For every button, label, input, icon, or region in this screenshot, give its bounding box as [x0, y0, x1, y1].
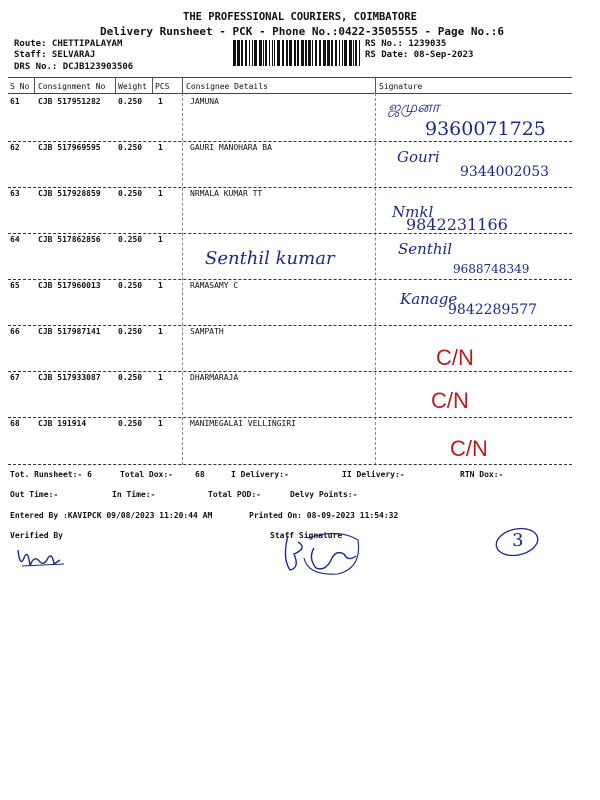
delvy-points: Delvy Points:-: [290, 490, 358, 499]
barcode-bar: [331, 40, 333, 66]
row-consignment-no: CJB 517969595: [38, 143, 101, 152]
row-phone: 9688748349: [453, 262, 530, 276]
barcode-bar: [282, 40, 284, 66]
row-sno: 62: [10, 143, 20, 152]
staff-signature-icon: [278, 528, 364, 578]
row-consignment-no: CJB 517951282: [38, 97, 101, 106]
row-weight: 0.250: [118, 281, 143, 290]
ii-delivery: II Delivery:-: [342, 470, 405, 479]
col-divider: [115, 77, 116, 93]
row-consignment-no: CJB 517960013: [38, 281, 101, 290]
row-phone: 9344002053: [460, 164, 550, 180]
col-header-consignment: Consignment No: [38, 82, 106, 91]
cn-mark: C/N: [436, 345, 474, 370]
barcode-bar: [327, 40, 330, 66]
runsheet-subtitle: Delivery Runsheet - PCK - Phone No.:0422-3505555 - Page No.:6: [100, 25, 504, 38]
row-pcs: 1: [158, 143, 163, 152]
row-signature: Gouri: [397, 148, 440, 166]
total-pod: Total POD:-: [208, 490, 261, 499]
printed-on: Printed On: 08-09-2023 11:54:32: [249, 511, 399, 520]
route-label: Route: CHETTIPALAYAM: [14, 39, 123, 49]
row-consignee: MANIMEGALAI VELLINGIRI: [190, 419, 296, 428]
row-weight: 0.250: [118, 235, 143, 244]
barcode-bar: [344, 40, 347, 66]
row-consignee: SAMPATH: [190, 327, 224, 336]
row-weight: 0.250: [118, 143, 143, 152]
barcode-bar: [308, 40, 311, 66]
barcode-bar: [233, 40, 236, 66]
barcode-bar: [359, 40, 360, 66]
page-circle-number: 3: [512, 530, 524, 551]
col-divider: [182, 77, 183, 93]
col-header-sno: S No: [10, 82, 30, 91]
barcode-bar: [269, 40, 270, 66]
cn-mark: C/N: [450, 436, 488, 461]
verified-signature-icon: [14, 544, 74, 574]
barcode-bar: [342, 40, 343, 66]
col-header-consignee: Consignee Details: [186, 82, 268, 91]
row-sno: 64: [10, 235, 20, 244]
row-consignment-no: CJB 517928859: [38, 189, 101, 198]
handwritten-consignee-name: Senthil kumar: [205, 248, 335, 269]
company-title: THE PROFESSIONAL COURIERS, COIMBATORE: [183, 11, 417, 23]
row-sno: 67: [10, 373, 20, 382]
row-consignee: RAMASAMY C: [190, 281, 239, 290]
barcode-bar: [355, 40, 357, 66]
barcode-bar: [319, 40, 321, 66]
row-phone: 9842289577: [448, 302, 538, 318]
barcode-bar: [254, 40, 257, 66]
rs-date: RS Date: 08-Sep-2023: [365, 50, 474, 60]
table-header-rule: [8, 93, 572, 94]
barcode-bar: [339, 40, 340, 66]
barcode-bar: [263, 40, 264, 66]
barcode-bar: [335, 40, 337, 66]
row-sno: 63: [10, 189, 20, 198]
barcode-bar: [259, 40, 262, 66]
col-divider: [152, 77, 153, 93]
barcode-bar: [241, 40, 243, 66]
table-top-rule: [8, 77, 572, 78]
row-pcs: 1: [158, 419, 163, 428]
total-dox-label: Total Dox:-: [120, 470, 173, 479]
row-phone: 9360071725: [425, 118, 546, 140]
row-separator: [8, 417, 572, 418]
barcode-bar: [315, 40, 317, 66]
row-pcs: 1: [158, 97, 163, 106]
barcode-bar: [245, 40, 247, 66]
row-signature: Kanage: [400, 290, 458, 308]
row-consignee: JAMUNA: [190, 97, 219, 106]
row-signature: Nmkl: [392, 203, 434, 221]
row-consignee: NRMALA KUMAR TT: [190, 189, 263, 198]
row-pcs: 1: [158, 373, 163, 382]
col-divider: [375, 77, 376, 93]
row-sno: 65: [10, 281, 20, 290]
barcode-bar: [297, 40, 299, 66]
row-consignee: GAURI MANOHARA BA: [190, 143, 272, 152]
row-consignment-no: CJB 191914: [38, 419, 87, 428]
col-divider: [34, 77, 35, 93]
in-time: In Time:-: [112, 490, 156, 499]
row-signature: Senthil: [398, 240, 453, 258]
col-header-signature: Signature: [379, 82, 423, 91]
verified-by-label: Verified By: [10, 531, 63, 540]
row-separator: [8, 141, 572, 142]
barcode-bar: [305, 40, 307, 66]
row-separator: [8, 464, 572, 465]
row-sno: 66: [10, 327, 20, 336]
out-time: Out Time:-: [10, 490, 59, 499]
total-dox-value: 68: [195, 470, 205, 479]
rtn-dox: RTN Dox:-: [460, 470, 504, 479]
total-runsheet: Tot. Runsheet:- 6: [10, 470, 92, 479]
i-delivery: I Delivery:-: [231, 470, 289, 479]
drs-number: DRS No.: DCJB123903506: [14, 62, 134, 72]
barcode-bar: [289, 40, 292, 66]
barcode-bar: [349, 40, 352, 66]
staff-signature-label: Staff Signature: [270, 531, 343, 540]
row-separator: [8, 279, 572, 280]
row-sno: 68: [10, 419, 20, 428]
row-consignment-no: CJB 517862856: [38, 235, 101, 244]
row-weight: 0.250: [118, 97, 143, 106]
rs-number: RS No.: 1239035: [365, 39, 447, 49]
barcode-bar: [237, 40, 240, 66]
row-separator: [8, 371, 572, 372]
barcode-bar: [286, 40, 288, 66]
row-weight: 0.250: [118, 189, 143, 198]
row-phone: 9842231166: [406, 215, 508, 234]
row-weight: 0.250: [118, 327, 143, 336]
row-signature: ஜமுனா: [388, 98, 440, 116]
row-weight: 0.250: [118, 419, 143, 428]
row-pcs: 1: [158, 189, 163, 198]
barcode-bar: [301, 40, 304, 66]
entered-by: Entered By :KAVIPCK 09/08/2023 11:20:44 AM: [10, 511, 213, 520]
row-consignment-no: CJB 517987141: [38, 327, 101, 336]
row-weight: 0.250: [118, 373, 143, 382]
col-header-weight: Weight: [118, 82, 147, 91]
row-consignment-no: CJB 517933087: [38, 373, 101, 382]
barcode-bar: [265, 40, 267, 66]
row-pcs: 1: [158, 235, 163, 244]
row-pcs: 1: [158, 281, 163, 290]
row-separator: [8, 325, 572, 326]
staff-label: Staff: SELVARAJ: [14, 50, 96, 60]
barcode-bar: [272, 40, 273, 66]
row-separator: [8, 187, 572, 188]
col-header-pcs: PCS: [155, 82, 170, 91]
row-sno: 61: [10, 97, 20, 106]
barcode-bar: [323, 40, 326, 66]
barcode-bar: [277, 40, 280, 66]
barcode-icon: [233, 40, 363, 66]
cn-mark: C/N: [431, 388, 469, 413]
barcode-bar: [249, 40, 250, 66]
row-consignee: DHARMARAJA: [190, 373, 239, 382]
barcode-bar: [294, 40, 296, 66]
barcode-bar: [353, 40, 354, 66]
row-pcs: 1: [158, 327, 163, 336]
barcode-bar: [274, 40, 275, 66]
barcode-bar: [312, 40, 313, 66]
barcode-bar: [252, 40, 253, 66]
